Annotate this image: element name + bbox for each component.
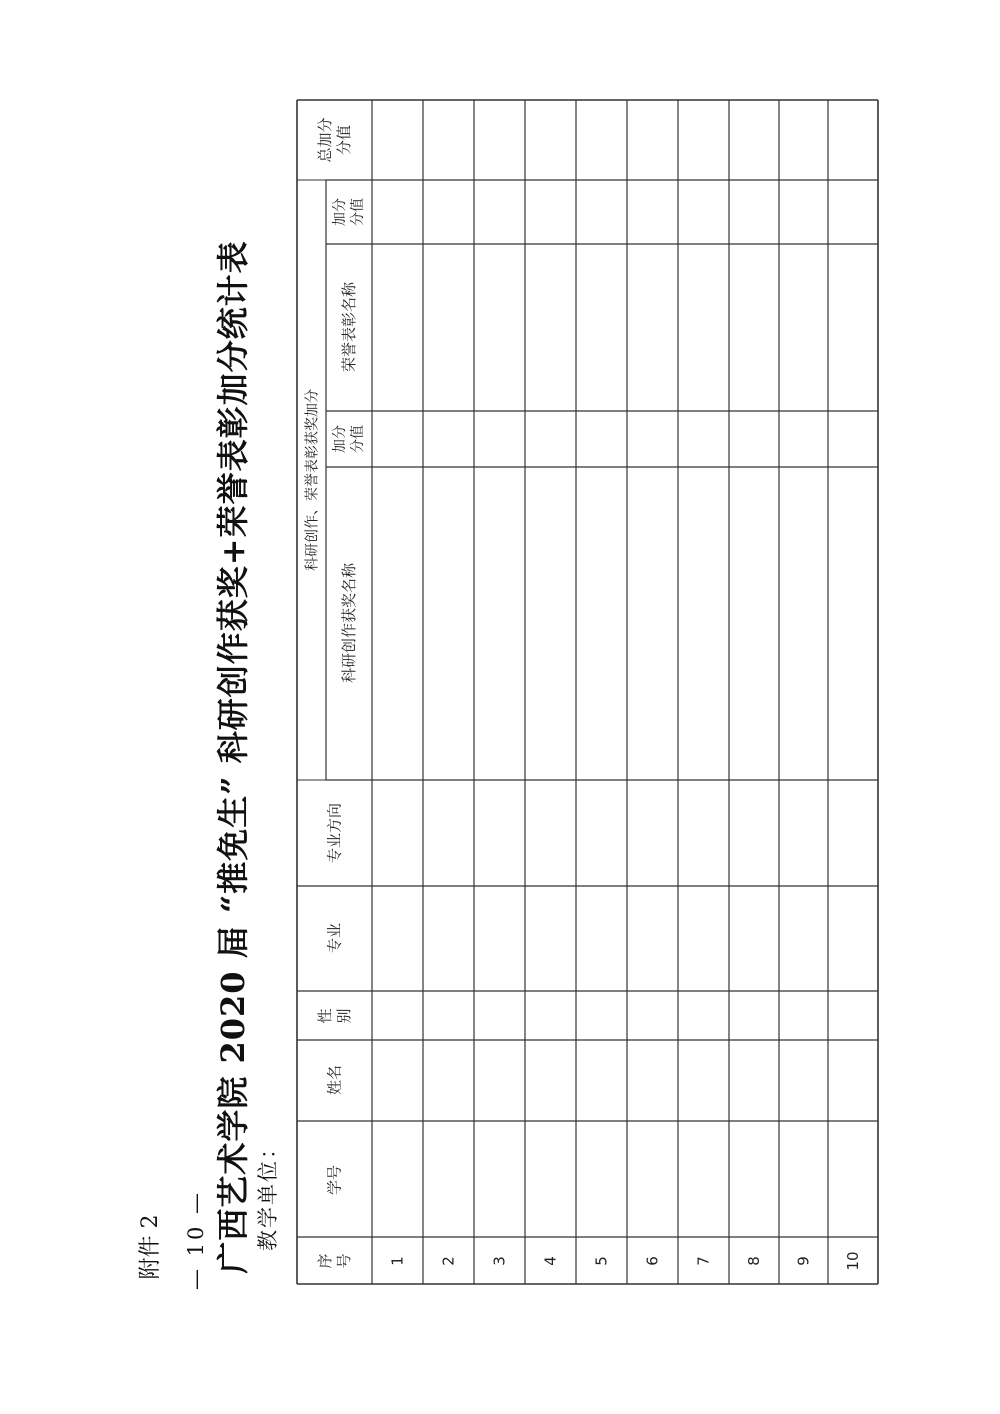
row-number: 5 xyxy=(592,1256,611,1266)
header-total-score: 总加分 xyxy=(316,117,334,163)
header-seq: 号 xyxy=(335,1253,353,1269)
header-research-score: 加分 xyxy=(332,425,348,453)
header-research-award-name: 科研创作获奖名称 xyxy=(340,562,358,684)
header-total-score: 分值 xyxy=(335,124,353,156)
attachment-label: 附件 2 xyxy=(138,1214,163,1280)
row-number: 8 xyxy=(745,1256,763,1266)
header-gender: 性 xyxy=(316,1008,334,1024)
teaching-unit-label: 教学单位： xyxy=(256,1136,280,1251)
header-research-score: 分值 xyxy=(350,425,366,453)
row-number: 1 xyxy=(388,1256,407,1266)
row-number: 3 xyxy=(490,1256,509,1266)
header-honor-score: 加分 xyxy=(332,198,348,226)
header-honor-score: 分值 xyxy=(350,198,366,226)
header-seq: 序 xyxy=(316,1253,334,1269)
row-number: 10 xyxy=(844,1251,862,1271)
header-student-id: 学号 xyxy=(325,1164,344,1196)
row-number: 9 xyxy=(794,1256,813,1266)
header-gender: 别 xyxy=(335,1008,353,1024)
row-number: 7 xyxy=(694,1256,713,1266)
header-major-direction: 专业方向 xyxy=(325,802,344,864)
page-number: — 10 — xyxy=(184,1189,208,1291)
row-number: 4 xyxy=(541,1256,560,1266)
header-group: 科研创作、荣誉表彰获奖加分 xyxy=(304,389,321,571)
page-title: 广西艺术学院 2020 届 “推免生” 科研创作获奖+荣誉表彰加分统计表 xyxy=(214,240,252,1274)
header-honor-name: 荣誉表彰名称 xyxy=(340,281,358,373)
header-major: 专业 xyxy=(325,922,344,954)
row-number: 6 xyxy=(643,1256,662,1266)
row-number: 2 xyxy=(439,1256,458,1266)
header-name: 姓名 xyxy=(325,1064,344,1096)
